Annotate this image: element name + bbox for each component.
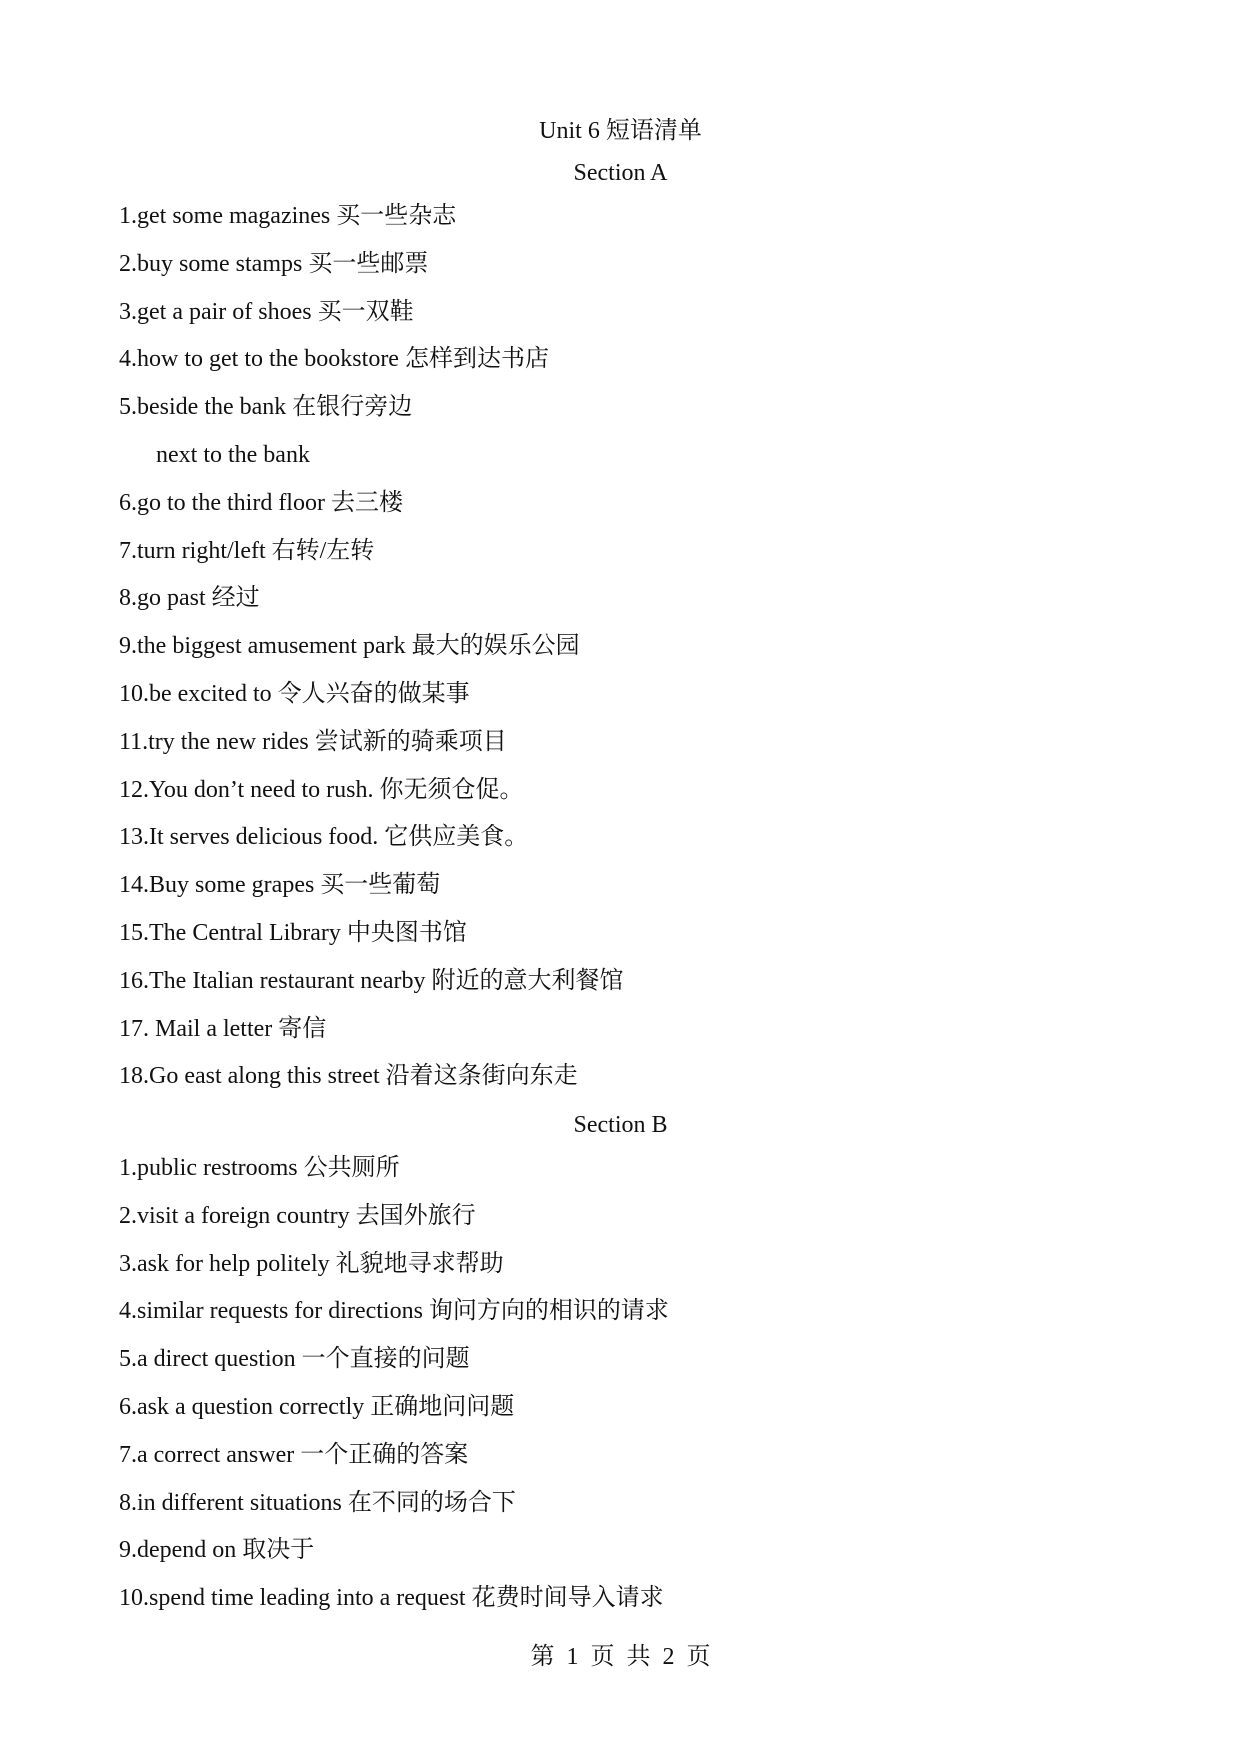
list-item: 17. Mail a letter 寄信	[119, 1015, 327, 1042]
section-b-heading: Section B	[573, 1112, 668, 1138]
list-item: 18.Go east along this street 沿着这条街向东走	[119, 1063, 578, 1090]
list-item: 5.a direct question 一个直接的问题	[119, 1346, 470, 1373]
list-item: 2.buy some stamps 买一些邮票	[119, 250, 429, 277]
page-title: Unit 6 短语清单	[539, 118, 702, 144]
list-item: 6.go to the third floor 去三楼	[119, 489, 403, 516]
section-a-list	[119, 201, 624, 1109]
list-item: 1.public restrooms 公共厕所	[119, 1155, 400, 1181]
list-item: 15.The Central Library 中央图书馆	[119, 919, 467, 946]
list-item: 12.You don’t need to rush. 你无须仓促。	[119, 776, 524, 803]
list-item: 9.depend on 取决于	[119, 1537, 315, 1564]
list-item: 8.go past 经过	[119, 585, 260, 612]
list-item: 5.beside the bank 在银行旁边	[119, 394, 413, 421]
list-item: 9.the biggest amusement park 最大的娱乐公园	[119, 633, 580, 660]
list-item: 16.The Italian restaurant nearby 附近的意大利餐馆	[119, 967, 624, 994]
list-item: 6.ask a question correctly 正确地问问题	[119, 1393, 515, 1420]
section-a-heading: Section A	[573, 160, 668, 186]
page-footer: 第 1 页 共 2 页	[530, 1644, 711, 1670]
list-item: 11.try the new rides 尝试新的骑乘项目	[119, 728, 507, 755]
list-item: 2.visit a foreign country 去国外旅行	[119, 1202, 476, 1229]
list-item: 7.a correct answer 一个正确的答案	[119, 1441, 469, 1468]
list-item: 3.ask for help politely 礼貌地寻求帮助	[119, 1250, 504, 1277]
list-item: 3.get a pair of shoes 买一双鞋	[119, 298, 414, 325]
list-item: 8.in different situations 在不同的场合下	[119, 1489, 516, 1516]
list-item: 10.spend time leading into a request 花费时间导入请求	[119, 1585, 664, 1612]
list-item: 4.similar requests for directions 询问方向的相识的请求	[119, 1298, 669, 1325]
list-item: next to the bank	[156, 441, 310, 468]
list-item: 4.how to get to the bookstore 怎样到达书店	[119, 346, 549, 373]
section-b-list	[119, 1153, 669, 1631]
list-item: 13.It serves delicious food. 它供应美食。	[119, 824, 529, 851]
list-item: 1.get some magazines 买一些杂志	[119, 203, 457, 229]
list-item: 7.turn right/left 右转/左转	[119, 537, 375, 564]
list-item: 10.be excited to 令人兴奋的做某事	[119, 680, 470, 707]
list-item: 14.Buy some grapes 买一些葡萄	[119, 872, 441, 899]
